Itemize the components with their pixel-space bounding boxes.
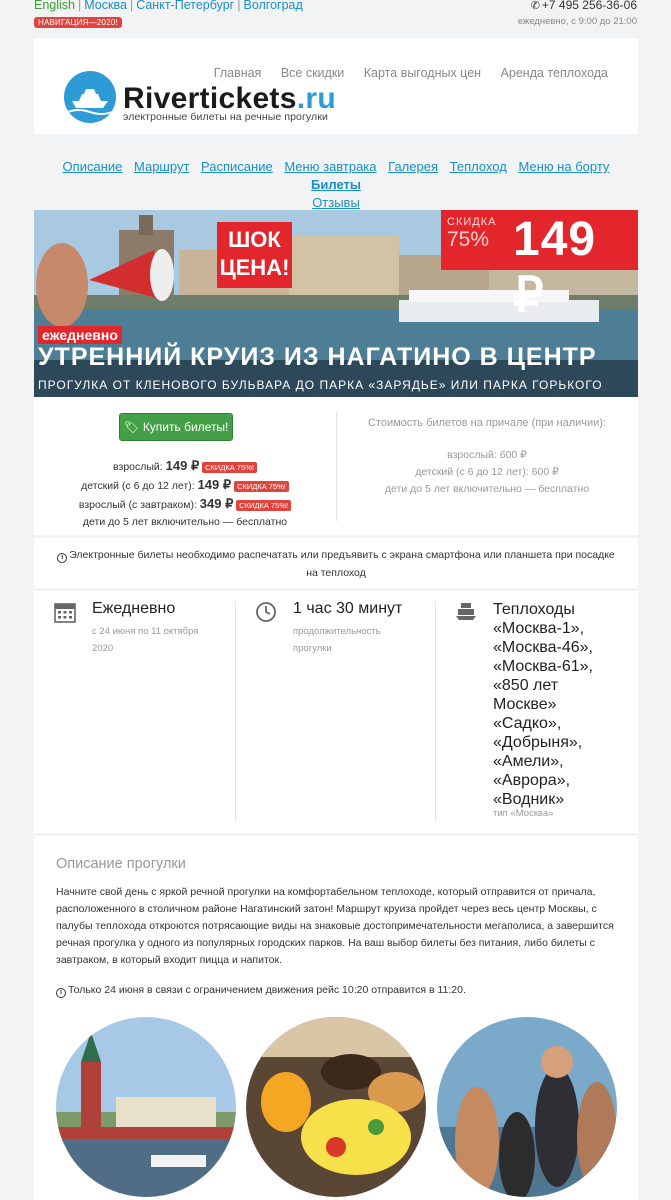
tab-breakfast-menu[interactable]: Меню завтрака [284,159,377,174]
nav-all-discounts[interactable]: Все скидки [280,66,345,80]
kremlin-photo[interactable] [56,1017,236,1197]
shock-line-1: ШОК [228,227,281,252]
banner-discount-pct: 75% [447,228,490,251]
buy-tickets-button[interactable] [119,413,233,441]
banner-discount-label: СКИДКА [447,216,497,228]
discount-badge: СКИДКА 75%! [234,481,289,492]
pier-child: детский (с 6 до 12 лет): 600 ₽ [415,466,559,478]
banner-subtitle: ПРОГУЛКА ОТ КЛЕНОВОГО БУЛЬВАРА ДО ПАРКА «ЗАРЯДЬЕ» ИЛИ ПАРКА ГОРЬКОГО [38,378,603,392]
schedule-title: Ежедневно [92,600,176,617]
tab-gallery[interactable]: Галерея [388,159,438,174]
pier-adult: взрослый: 600 ₽ [447,449,527,461]
tab-reviews[interactable]: Отзывы [312,195,360,210]
tab-description[interactable]: Описание [62,159,123,174]
discount-badge: СКИДКА 75%! [202,462,257,473]
logo-main-text: Rivertickets [123,82,297,115]
banner-title: УТРЕННИЙ КРУИЗ ИЗ НАГАТИНО В ЦЕНТР [38,343,597,371]
ship-icon [455,601,477,623]
price-row-breakfast: взрослый (с завтраком): 349 ₽ СКИДКА 75%! [34,495,336,514]
logo-tagline: электронные билеты на речные прогулки [123,111,328,123]
price-row-free: дети до 5 лет включительно — бесплатно [82,516,288,528]
shock-line-2: ЦЕНА! [219,255,290,280]
trip-features [34,591,638,833]
description-title: Описание прогулки [56,856,186,872]
tab-route[interactable]: Маршрут [134,159,190,174]
phone-text: +7 495 256-36-06 [541,0,637,12]
calendar-icon [54,601,76,623]
banner-price-box [441,210,638,322]
pricing-panel [34,397,638,535]
divider [235,601,236,821]
pier-prices-heading: Стоимость билетов на причале (при наличии): [367,417,606,429]
section-tabs [34,158,638,212]
tag-icon: 🏷 [123,420,139,434]
city-volgograd-link[interactable]: Волгоград [243,0,303,12]
price-row-child: детский (с 6 до 12 лет): 149 ₽ СКИДКА 75%! [34,476,336,495]
passengers-photo[interactable] [437,1017,617,1197]
phone-number[interactable] [531,0,637,12]
banner-daily-tag: ежедневно [38,326,122,344]
promo-banner [34,210,638,397]
city-spb-link[interactable]: Санкт-Петербург [136,0,235,12]
main-nav [198,66,608,80]
logo-tld-text: .ru [296,82,336,115]
top-bar [0,0,671,34]
phone-icon: ✆ [530,0,540,12]
ships-type: тип «Москва» [493,808,554,819]
shock-price-label [217,222,292,288]
breakfast-photo[interactable] [246,1017,426,1197]
divider [435,601,436,821]
banner-price: 149 ₽ [513,213,597,322]
duration-title: 1 час 30 минут [293,600,403,617]
nav-price-map[interactable]: Карта выгодных цен [363,66,482,80]
duration-label: продолжительность прогулки [293,626,381,654]
site-header [34,38,638,134]
description-text: Начните свой день с яркой речной прогулки на комфортабельном теплоходе, который отправится от причала, расположенного в столичном районе Нагатинский затон! Маршрут круиза пройдет через весь центр Москвы, с палубы теплохода откроются потрясающие виды на знаковые достопримечательности мегаполиса, а завершится речная прогулка у одного из популярных городских парков. На ваш выбор билеты без питания, либо билеты с завтраком, в который входит пицца и напиток. [56,886,614,966]
working-hours: ежедневно, с 9:00 до 21:00 [517,16,637,27]
eticket-note-text: Электронные билеты необходимо распечатать или предъявить с экрана смартфона или планшета при посадке на теплоход [69,549,615,579]
description-note [56,984,466,998]
logo-ship-icon[interactable] [64,71,116,123]
info-icon: i [57,553,67,563]
ships-list: Теплоходы «Москва-1», «Москва-46», «Москва-61», «850 лет Москве» «Садко», «Добрыня», «Амели», «Аврора», «Водник» [493,601,593,808]
lang-english-link[interactable]: English [34,0,75,12]
tab-ship[interactable]: Теплоход [449,159,507,174]
tab-schedule[interactable]: Расписание [201,159,273,174]
description-note-text: Только 24 июня в связи с ограничением движения рейс 10:20 отправится в 11:20. [68,984,466,996]
tab-onboard-menu[interactable]: Меню на борту [518,159,610,174]
pier-prices [336,447,638,498]
schedule-dates: с 24 июня по 11 октября 2020 [92,626,199,654]
navigation-badge[interactable]: НАВИГАЦИЯ—2020! [34,17,122,28]
nav-home[interactable]: Главная [213,66,262,80]
trip-description [34,836,638,1200]
online-prices [34,457,336,531]
discount-badge: СКИДКА 75%! [236,500,291,511]
city-moscow-link[interactable]: Москва [84,0,127,12]
tab-tickets[interactable]: Билеты [311,177,361,192]
buy-button-label: Купить билеты! [142,420,229,434]
price-row-adult: взрослый: 149 ₽ СКИДКА 75%! [34,457,336,476]
clock-icon [255,601,277,623]
nav-boat-rental[interactable]: Аренда теплохода [500,66,608,80]
pier-free: дети до 5 лет включительно — бесплатно [384,483,590,495]
city-switcher: English | Москва | Санкт-Петербург | Волгоград [34,0,303,12]
info-icon: i [56,988,66,998]
eticket-note [34,538,638,588]
